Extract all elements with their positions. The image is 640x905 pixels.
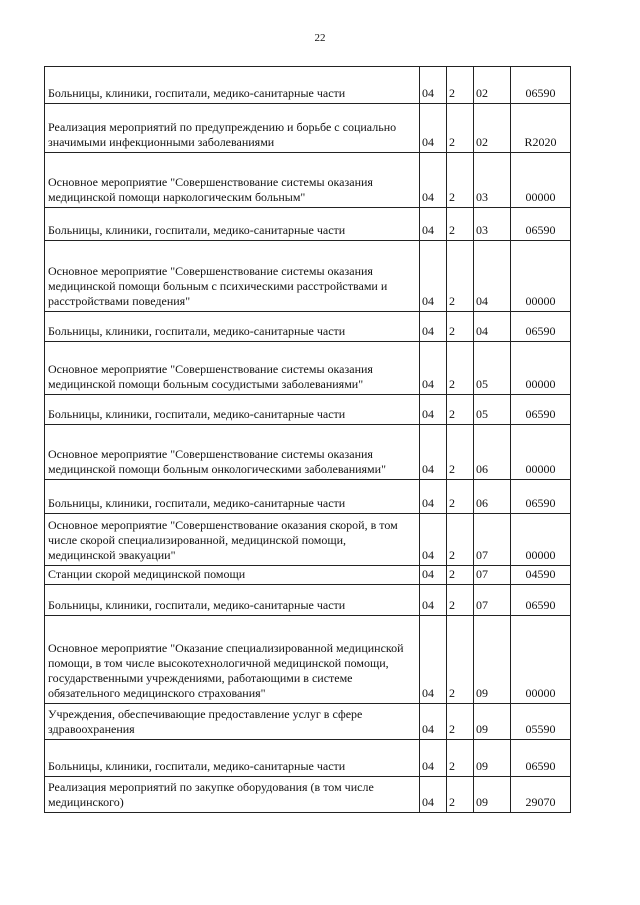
direction-code-cell: 06590 — [511, 312, 571, 342]
section-code-cell: 04 — [420, 480, 447, 514]
program-code-cell: 2 — [447, 395, 474, 425]
subprogram-code-cell: 07 — [474, 566, 511, 585]
table-row — [45, 480, 571, 514]
budget-classification-table — [44, 66, 571, 813]
section-code-cell: 04 — [420, 425, 447, 480]
program-code-cell: 2 — [447, 312, 474, 342]
section-code-cell: 04 — [420, 704, 447, 740]
section-code-cell: 04 — [420, 67, 447, 104]
section-code-cell: 04 — [420, 514, 447, 566]
direction-code-cell: 00000 — [511, 514, 571, 566]
row-name-cell: Больницы, клиники, госпитали, медико-санитарные части — [45, 312, 420, 342]
subprogram-code-cell: 09 — [474, 704, 511, 740]
direction-code-cell: R2020 — [511, 104, 571, 153]
subprogram-code-cell: 03 — [474, 153, 511, 208]
table-row — [45, 777, 571, 813]
row-name-cell: Основное мероприятие "Совершенствование системы оказания медицинской помощи больным онкологическими заболеваниями" — [45, 425, 420, 480]
row-name-cell: Учреждения, обеспечивающие предоставление услуг в сфере здравоохранения — [45, 704, 420, 740]
row-name-cell: Основное мероприятие "Совершенствование системы оказания медицинской помощи больным с психическими расстройствами и расстройствами поведения" — [45, 241, 420, 312]
direction-code-cell: 06590 — [511, 480, 571, 514]
direction-code-cell: 00000 — [511, 241, 571, 312]
subprogram-code-cell: 09 — [474, 740, 511, 777]
program-code-cell: 2 — [447, 425, 474, 480]
direction-code-cell: 05590 — [511, 704, 571, 740]
program-code-cell: 2 — [447, 704, 474, 740]
section-code-cell: 04 — [420, 585, 447, 616]
table-row — [45, 616, 571, 704]
direction-code-cell: 06590 — [511, 585, 571, 616]
program-code-cell: 2 — [447, 514, 474, 566]
program-code-cell: 2 — [447, 342, 474, 395]
section-code-cell: 04 — [420, 241, 447, 312]
table-row — [45, 704, 571, 740]
table-row — [45, 342, 571, 395]
row-name-cell: Реализация мероприятий по закупке оборудования (в том числе медицинского) — [45, 777, 420, 813]
table-body — [45, 67, 571, 813]
subprogram-code-cell: 04 — [474, 241, 511, 312]
subprogram-code-cell: 09 — [474, 616, 511, 704]
table-row — [45, 585, 571, 616]
table-row — [45, 104, 571, 153]
program-code-cell: 2 — [447, 616, 474, 704]
row-name-cell: Больницы, клиники, госпитали, медико-санитарные части — [45, 740, 420, 777]
direction-code-cell: 00000 — [511, 425, 571, 480]
table-row — [45, 153, 571, 208]
section-code-cell: 04 — [420, 208, 447, 241]
section-code-cell: 04 — [420, 566, 447, 585]
program-code-cell: 2 — [447, 67, 474, 104]
direction-code-cell: 06590 — [511, 740, 571, 777]
subprogram-code-cell: 03 — [474, 208, 511, 241]
program-code-cell: 2 — [447, 153, 474, 208]
program-code-cell: 2 — [447, 480, 474, 514]
section-code-cell: 04 — [420, 153, 447, 208]
subprogram-code-cell: 05 — [474, 342, 511, 395]
section-code-cell: 04 — [420, 342, 447, 395]
subprogram-code-cell: 07 — [474, 585, 511, 616]
subprogram-code-cell: 06 — [474, 425, 511, 480]
row-name-cell: Основное мероприятие "Совершенствование оказания скорой, в том числе скорой специализированной, медицинской помощи, медицинской эвакуации" — [45, 514, 420, 566]
table-row — [45, 566, 571, 585]
section-code-cell: 04 — [420, 777, 447, 813]
table-row — [45, 740, 571, 777]
section-code-cell: 04 — [420, 312, 447, 342]
row-name-cell: Основное мероприятие "Оказание специализированной медицинской помощи, в том числе высокотехнологичной медицинской помощи, государственными учреждениями, работающими в системе обязательного медицинского страхования" — [45, 616, 420, 704]
direction-code-cell: 06590 — [511, 395, 571, 425]
subprogram-code-cell: 09 — [474, 777, 511, 813]
row-name-cell: Основное мероприятие "Совершенствование системы оказания медицинской помощи наркологическим больным" — [45, 153, 420, 208]
row-name-cell: Больницы, клиники, госпитали, медико-санитарные части — [45, 208, 420, 241]
direction-code-cell: 00000 — [511, 342, 571, 395]
program-code-cell: 2 — [447, 777, 474, 813]
section-code-cell: 04 — [420, 740, 447, 777]
row-name-cell: Реализация мероприятий по предупреждению и борьбе с социально значимыми инфекционными заболеваниями — [45, 104, 420, 153]
table-row — [45, 208, 571, 241]
program-code-cell: 2 — [447, 566, 474, 585]
table-row — [45, 425, 571, 480]
table-row — [45, 67, 571, 104]
subprogram-code-cell: 02 — [474, 67, 511, 104]
row-name-cell: Больницы, клиники, госпитали, медико-санитарные части — [45, 395, 420, 425]
subprogram-code-cell: 02 — [474, 104, 511, 153]
subprogram-code-cell: 05 — [474, 395, 511, 425]
row-name-cell: Основное мероприятие "Совершенствование системы оказания медицинской помощи больным сосудистыми заболеваниями" — [45, 342, 420, 395]
direction-code-cell: 06590 — [511, 67, 571, 104]
table-row — [45, 395, 571, 425]
subprogram-code-cell: 04 — [474, 312, 511, 342]
direction-code-cell: 00000 — [511, 616, 571, 704]
row-name-cell: Больницы, клиники, госпитали, медико-санитарные части — [45, 480, 420, 514]
section-code-cell: 04 — [420, 104, 447, 153]
table-row — [45, 312, 571, 342]
section-code-cell: 04 — [420, 616, 447, 704]
direction-code-cell: 29070 — [511, 777, 571, 813]
table-row — [45, 514, 571, 566]
program-code-cell: 2 — [447, 585, 474, 616]
section-code-cell: 04 — [420, 395, 447, 425]
direction-code-cell: 06590 — [511, 208, 571, 241]
row-name-cell: Станции скорой медицинской помощи — [45, 566, 420, 585]
page-number: 22 — [314, 32, 326, 44]
direction-code-cell: 04590 — [511, 566, 571, 585]
subprogram-code-cell: 06 — [474, 480, 511, 514]
subprogram-code-cell: 07 — [474, 514, 511, 566]
direction-code-cell: 00000 — [511, 153, 571, 208]
row-name-cell: Больницы, клиники, госпитали, медико-санитарные части — [45, 585, 420, 616]
program-code-cell: 2 — [447, 104, 474, 153]
row-name-cell: Больницы, клиники, госпитали, медико-санитарные части — [45, 67, 420, 104]
program-code-cell: 2 — [447, 740, 474, 777]
program-code-cell: 2 — [447, 241, 474, 312]
program-code-cell: 2 — [447, 208, 474, 241]
table-row — [45, 241, 571, 312]
